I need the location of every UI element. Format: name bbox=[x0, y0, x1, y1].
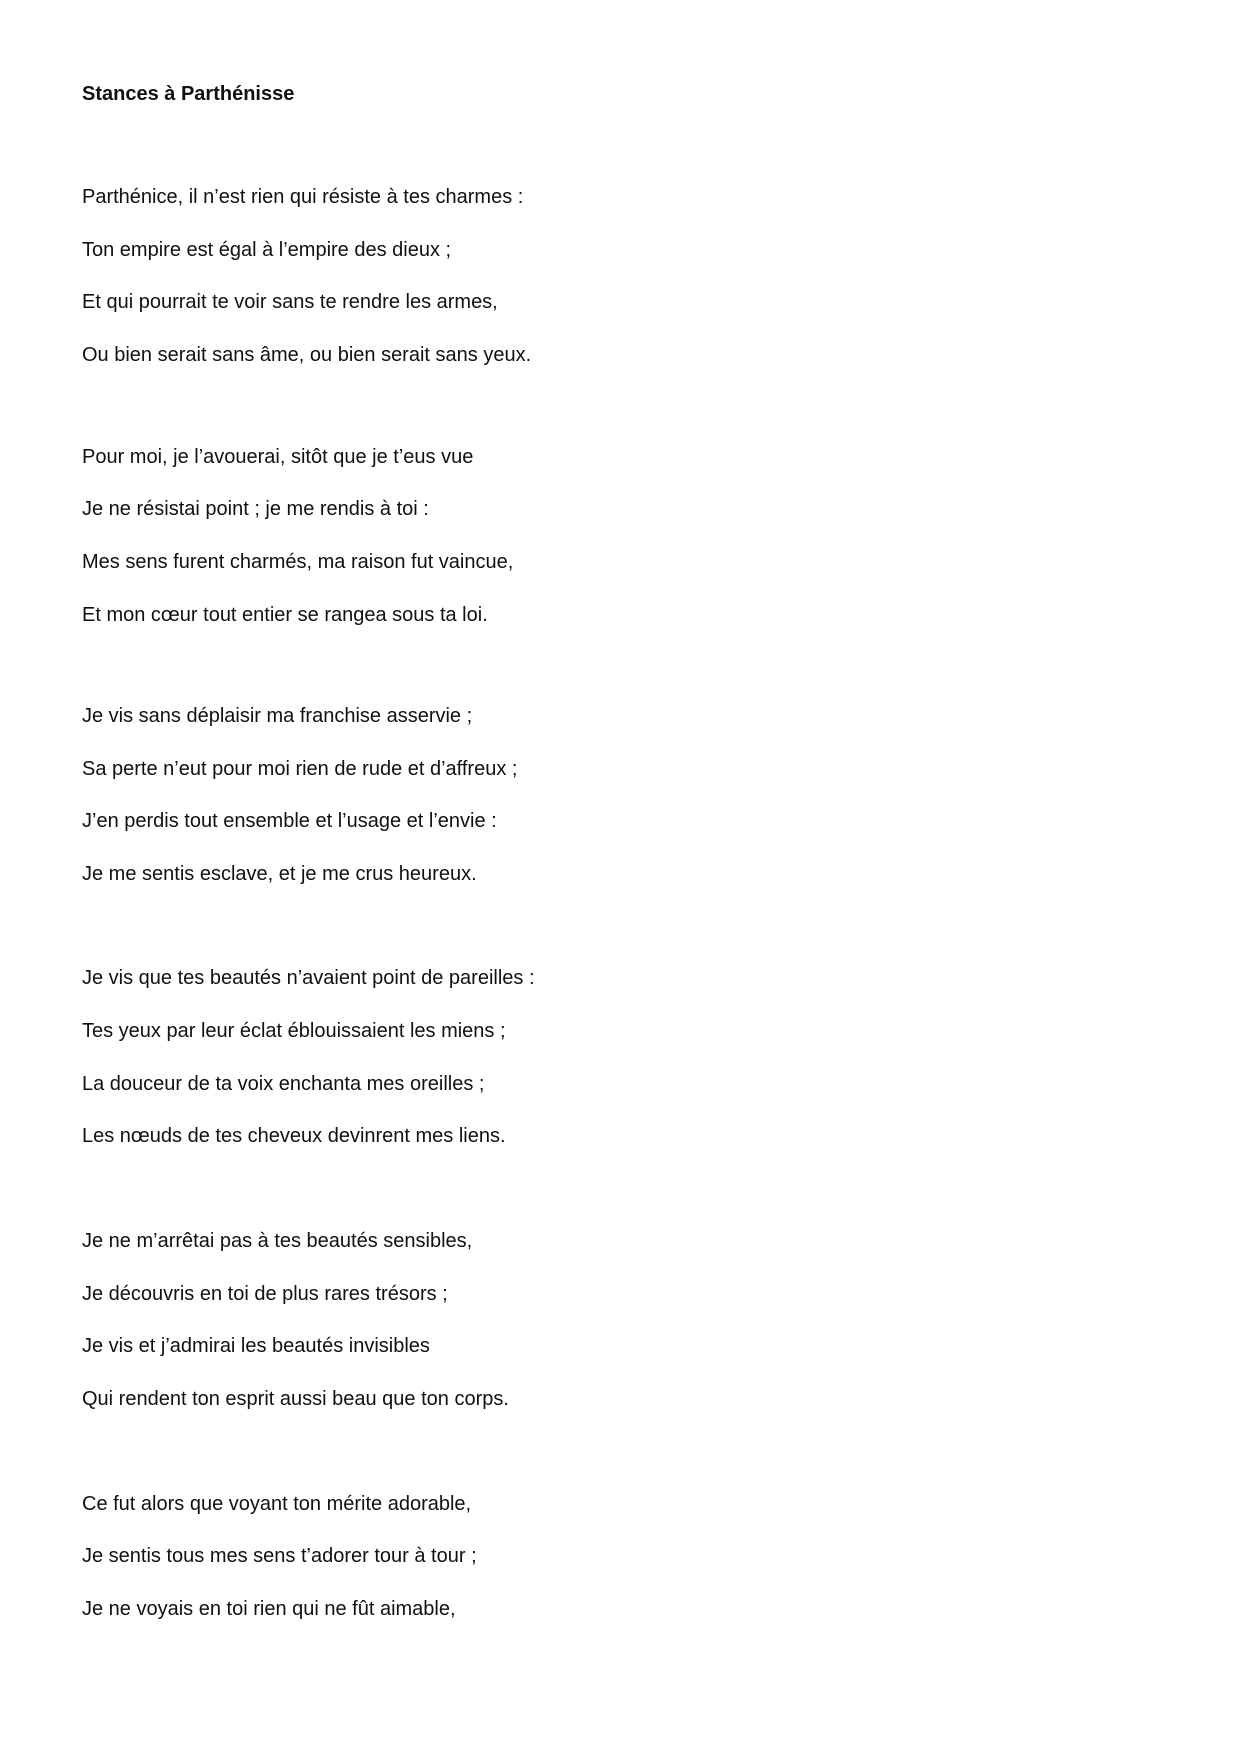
verse-line: La douceur de ta voix enchanta mes oreilles ; bbox=[82, 1073, 485, 1095]
verse-line: Je ne voyais en toi rien qui ne fût aimable, bbox=[82, 1598, 456, 1620]
verse-line: Sa perte n’eut pour moi rien de rude et d’affreux ; bbox=[82, 758, 518, 780]
verse-line: Je me sentis esclave, et je me crus heureux. bbox=[82, 863, 477, 885]
verse-line: J’en perdis tout ensemble et l’usage et l’envie : bbox=[82, 810, 497, 832]
verse-line: Je ne résistai point ; je me rendis à toi : bbox=[82, 498, 429, 520]
verse-line: Pour moi, je l’avouerai, sitôt que je t’eus vue bbox=[82, 446, 474, 468]
verse-line: Ton empire est égal à l’empire des dieux ; bbox=[82, 239, 452, 261]
verse-line: Je découvris en toi de plus rares trésors ; bbox=[82, 1283, 448, 1305]
verse-line: Je vis et j’admirai les beautés invisibles bbox=[82, 1335, 430, 1357]
verse-line: Et mon cœur tout entier se rangea sous ta loi. bbox=[82, 604, 488, 626]
verse-line: Je sentis tous mes sens t’adorer tour à tour ; bbox=[82, 1545, 477, 1567]
verse-line: Les nœuds de tes cheveux devinrent mes liens. bbox=[82, 1125, 506, 1147]
verse-line: Qui rendent ton esprit aussi beau que ton corps. bbox=[82, 1388, 509, 1410]
verse-line: Parthénice, il n’est rien qui résiste à tes charmes : bbox=[82, 186, 524, 208]
verse-line: Et qui pourrait te voir sans te rendre les armes, bbox=[82, 291, 498, 313]
verse-line: Mes sens furent charmés, ma raison fut vaincue, bbox=[82, 551, 514, 573]
verse-line: Je vis que tes beautés n’avaient point de pareilles : bbox=[82, 967, 535, 989]
verse-line: Je ne m’arrêtai pas à tes beautés sensibles, bbox=[82, 1230, 473, 1252]
poem-title: Stances à Parthénisse bbox=[82, 83, 295, 105]
verse-line: Ou bien serait sans âme, ou bien serait sans yeux. bbox=[82, 344, 532, 366]
verse-line: Je vis sans déplaisir ma franchise asservie ; bbox=[82, 705, 473, 727]
verse-line: Tes yeux par leur éclat éblouissaient les miens ; bbox=[82, 1020, 506, 1042]
verse-line: Ce fut alors que voyant ton mérite adorable, bbox=[82, 1493, 472, 1515]
